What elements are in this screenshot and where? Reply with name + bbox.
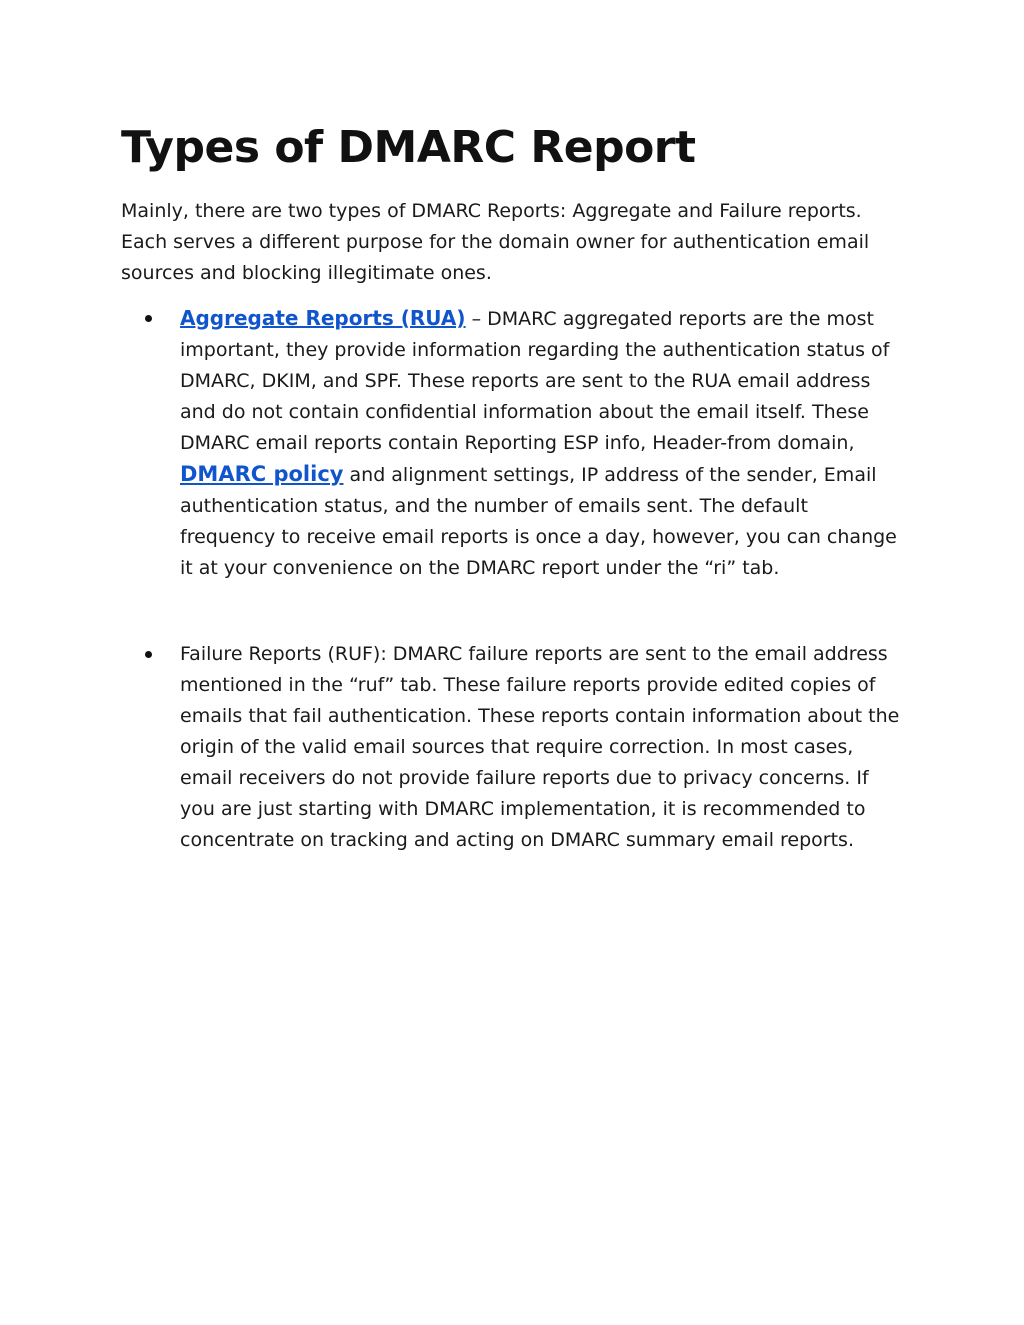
aggregate-text-part1: – DMARC aggregated reports are the most important, they provide information regarding the authentication status of DMARC, DKIM, and SPF. These reports are sent to the RUA email address and do not contain confidential information about the email itself. These DMARC email reports contain Reporting ESP info, Header-from domain,	[180, 308, 890, 454]
list-item-aggregate	[180, 303, 908, 584]
list-item-failure	[180, 639, 908, 856]
document-page	[121, 118, 911, 856]
intro-paragraph: Mainly, there are two types of DMARC Reports: Aggregate and Failure reports. Each serves a different purpose for the domain owner for authentication email sources and blocking illegitimate ones.	[121, 200, 870, 284]
bullet-icon	[145, 315, 152, 322]
failure-reports-text: Failure Reports (RUF): DMARC failure reports are sent to the email address mentioned in the “ruf” tab. These failure reports provide edited copies of emails that fail authentication. These reports contain information about the origin of the valid email sources that require correction. In most cases, email receivers do not provide failure reports due to privacy concerns. If you are just starting with DMARC implementation, it is recommended to concentrate on tracking and acting on DMARC summary email reports.	[180, 643, 900, 851]
bullet-icon	[145, 651, 152, 658]
page-title: Types of DMARC Report	[121, 122, 696, 173]
report-types-list	[121, 303, 908, 856]
dmarc-policy-link[interactable]: DMARC policy	[180, 462, 344, 486]
aggregate-text-part2: and alignment settings, IP address of the sender, Email authentication status, and the number of emails sent. The default frequency to receive email reports is once a day, however, you can change it at your convenience on the DMARC report under the “ri” tab.	[180, 464, 897, 579]
aggregate-reports-link[interactable]: Aggregate Reports (RUA)	[180, 306, 466, 330]
